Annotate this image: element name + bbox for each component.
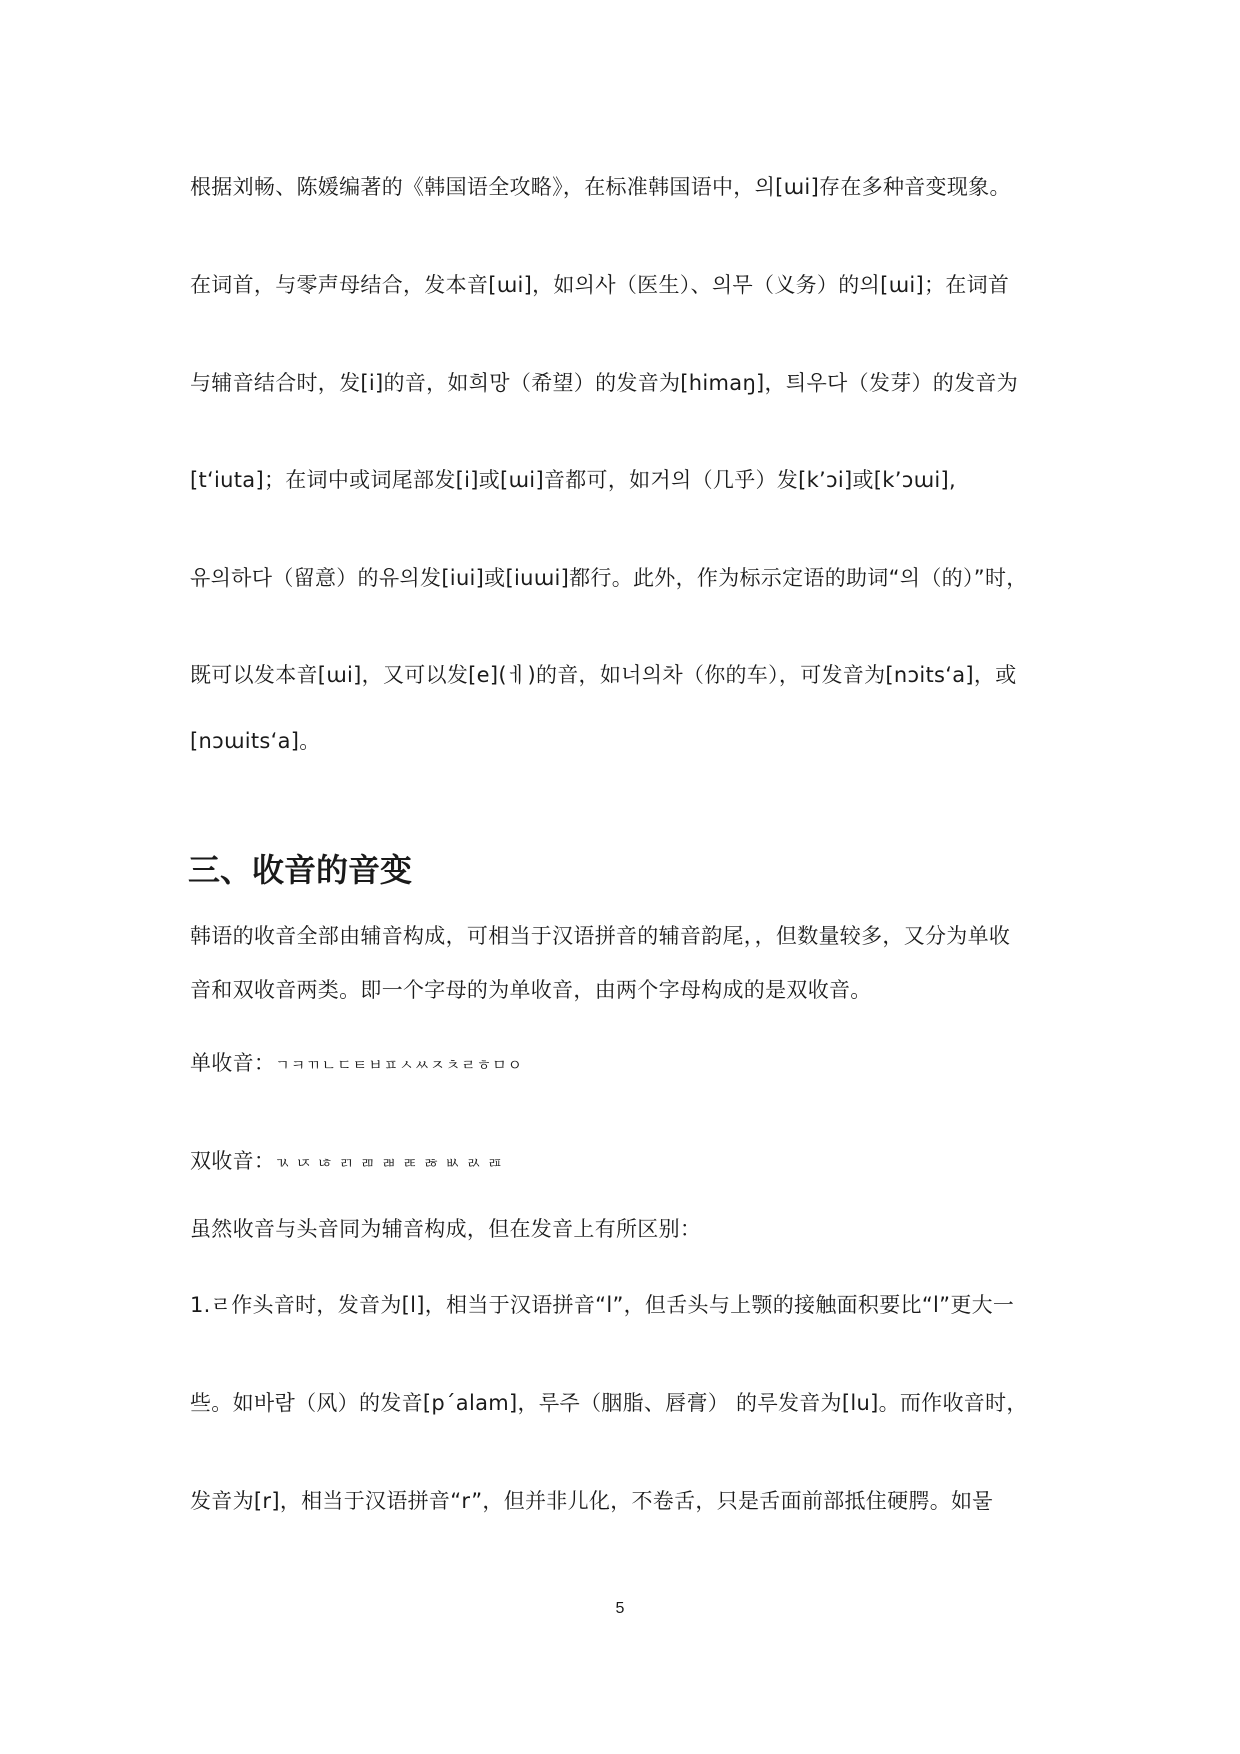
item-line-1: 1.ㄹ作头音时，发音为[l]，相当于汉语拼音“l”，但舌头与上颚的接触面积要比“l”更大一 — [190, 1293, 1015, 1317]
section-heading: 三、收音的音变 — [188, 851, 413, 889]
single-final-jamo: ㄱㅋㄲㄴㄷㅌㅂㅍㅅㅆㅈㅊㄹㅎㅁㅇ — [275, 1056, 524, 1074]
paragraph-line-6: 既可以发本音[ɯi]，又可以发[e](ㅔ)的音，如너의차（你的车），可发音为[nɔitsʻa]，或 — [190, 663, 1017, 687]
paragraph-line-3: 与辅音结合时，发[i]的音，如희망（希望）的发音为[himaŋ]，틔우다（发芽）的发音为 — [190, 371, 1019, 395]
intro-line-1: 韩语的收音全部由辅音构成，可相当于汉语拼音的辅音韵尾，，但数量较多，又分为单收 — [190, 924, 1011, 948]
double-final-jamo: ㄳ ㄵ ㄶ ㄺ ㄻ ㄼ ㄾ ㅀ ㅄ ㄽ ㄿ — [275, 1154, 504, 1172]
note-line: 虽然收音与头音同为辅音构成，但在发音上有所区别： — [190, 1217, 702, 1241]
single-final-consonants — [190, 1048, 1070, 1080]
single-final-label: 单收音： — [190, 1051, 276, 1075]
paragraph-line-2: 在词首，与零声母结合，发本音[ɯi]，如의사（医生）、의무（义务）的의[ɯi]；在词首 — [190, 273, 1010, 297]
paragraph-line-7: [nɔɯitsʻa]。 — [190, 729, 321, 753]
paragraph-line-5: 유의하다（留意）的유의发[iui]或[iuɯi]都行。此外，作为标示定语的助词“의（的）”时， — [190, 566, 1028, 590]
paragraph-line-4: [tʻiuta]；在词中或词尾部发[i]或[ɯi]音都可，如거의（几乎）发[k’ɔi]或[k’ɔɯi], — [190, 468, 956, 492]
intro-line-2: 音和双收音两类。即一个字母的为单收音，由两个字母构成的是双收音。 — [190, 978, 872, 1002]
item-line-2: 些。如바람（风）的发音[p΄alam]，루주（胭脂、唇膏） 的루发音为[lu]。而作收音时， — [190, 1391, 1028, 1415]
double-final-label: 双收音： — [190, 1149, 276, 1173]
paragraph-line-1: 根据刘畅、陈媛编著的《韩国语全攻略》，在标准韩国语中，의[ɯi]存在多种音变现象。 — [190, 175, 1011, 199]
item-line-3: 发音为[r]，相当于汉语拼音“r”，但并非儿化，不卷舌，只是舌面前部抵住硬腭。如물 — [190, 1489, 993, 1513]
double-final-consonants — [190, 1146, 1070, 1178]
page-number: 5 — [615, 1600, 625, 1617]
